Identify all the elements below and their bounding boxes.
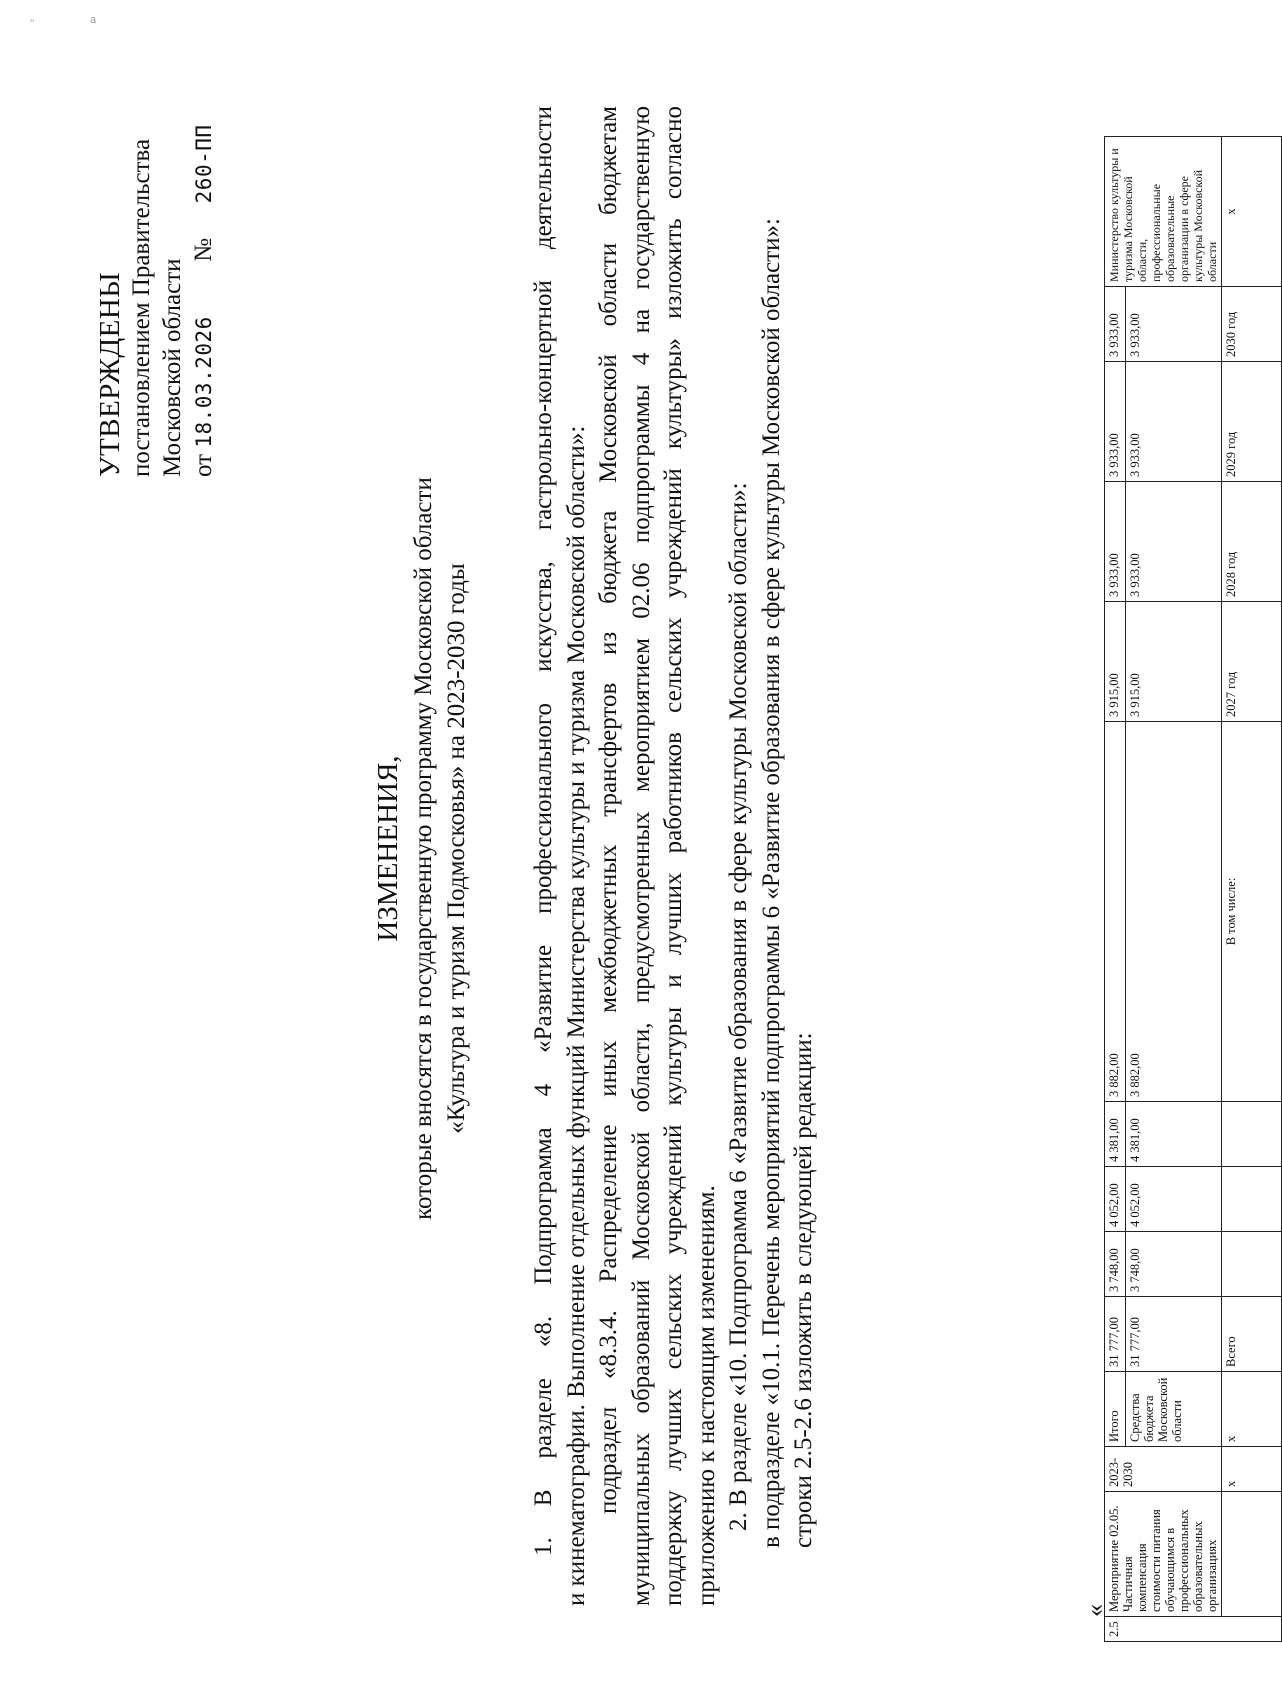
table-cell-empty <box>1222 1492 1282 1617</box>
paragraph-1-line-1: 1. В разделе «8. Подпрограмма 4 «Развитие профессионального искусства, гастрольно-концертной деятельности <box>530 106 557 1556</box>
body-text <box>528 106 821 1606</box>
paragraph-3: 2. В разделе «10. Подпрограмма 6 «Развитие образования в сфере культуры Московской области»: <box>725 482 752 1531</box>
x-cell: х <box>1222 137 1282 287</box>
x-cell: х <box>1222 1372 1282 1447</box>
table-cell: 3 933,00 <box>1105 287 1126 362</box>
row-number: 2.5 <box>1105 1617 1282 1642</box>
year-cell: 2029 год <box>1222 362 1282 482</box>
measure-name: Мероприятие 02.05. Частичная компенсация стоимости питания обучающимся в профессиональных образовательных организациях <box>1105 1492 1222 1617</box>
table-cell: 3 933,00 <box>1126 482 1222 602</box>
date-prefix: от <box>190 453 217 477</box>
table-cell: 3 882,00 <box>1126 722 1222 1102</box>
year-cell: 2030 год <box>1222 287 1282 362</box>
paragraph-5: строки 2.5-2.6 изложить в следующей редакции: <box>790 1032 817 1548</box>
paragraph-2-line-1: подраздел «8.3.4. Распределение иных межбюджетных трансфертов из бюджета Московской области бюджетам <box>595 106 622 1514</box>
vsego-label: Всего <box>1222 1297 1282 1372</box>
table-cell: 4 381,00 <box>1105 1102 1126 1167</box>
table-cell: 3 882,00 <box>1105 722 1126 1102</box>
approval-block <box>95 124 220 477</box>
table-row <box>1222 137 1282 1642</box>
table-cell: 3 748,00 <box>1126 1232 1222 1297</box>
source-label: Средства бюджета Московской области <box>1126 1372 1222 1447</box>
total-label: Итого <box>1105 1372 1126 1447</box>
table-cell: 4 052,00 <box>1105 1167 1126 1232</box>
approval-line-1: постановлением Правительства <box>128 138 155 477</box>
table-cell: 3 933,00 <box>1126 362 1222 482</box>
paragraph-2-line-4: приложению к настоящим изменениям. <box>692 1185 720 1606</box>
paragraph-4: в подразделе «10.1. Перечень мероприятий подпрограммы 6 «Развитие образования в сфере культуры Московской области»: <box>757 218 785 1548</box>
table-cell-empty <box>1222 1167 1282 1232</box>
table-cell: 3 933,00 <box>1105 362 1126 482</box>
table-cell: 4 052,00 <box>1126 1167 1222 1232</box>
table-cell: 3 933,00 <box>1105 482 1126 602</box>
responsible: Министерство культуры и туризма Московской области, профессиональные образовательные организации в сфере культуры Московской области <box>1105 137 1222 287</box>
table-row <box>1126 137 1222 1642</box>
scan-mark: а <box>90 14 97 26</box>
year-cell: 2028 год <box>1222 482 1282 602</box>
document-subtitle-1: которые вносятся в государственную программу Московской области <box>410 477 437 1220</box>
paragraph-1-line-2: и кинематографии. Выполнение отдельных функций Министерства культуры и туризма Московской области»: <box>562 425 590 1606</box>
v-tom-chisle-label: В том числе: <box>1222 722 1282 1102</box>
open-quote: « <box>1080 1604 1109 1617</box>
paragraph-2-line-3: поддержку лучших сельских учреждений культуры и лучших работников сельских учреждений культуры» изложить согласно <box>660 106 687 1606</box>
table-cell: 31 777,00 <box>1105 1297 1126 1372</box>
approval-date: 18.03.2026 <box>192 316 216 448</box>
document-title: ИЗМЕНЕНИЯ, <box>372 755 404 942</box>
measures-table <box>1104 136 1282 1642</box>
number-prefix: № <box>190 237 217 262</box>
table-cell-empty <box>1222 1232 1282 1297</box>
table-cell-empty <box>1222 1102 1282 1167</box>
approval-line-2: Московской области <box>159 258 186 477</box>
table-cell: 3 748,00 <box>1105 1232 1126 1297</box>
year-cell: 2027 год <box>1222 602 1282 722</box>
x-cell: х <box>1222 1447 1282 1492</box>
table-row <box>1105 137 1126 1642</box>
document-subtitle-2: «Культура и туризм Подмосковья» на 2023-2030 годы <box>443 563 470 1134</box>
table-cell: 31 777,00 <box>1126 1297 1222 1372</box>
paragraph-2-line-2: муниципальных образований Московской области, предусмотренных мероприятием 02.06 подпрограммы 4 на государственную <box>627 106 655 1606</box>
approval-heading: УТВЕРЖДЕНЫ <box>94 271 126 477</box>
table-cell: 3 915,00 <box>1126 602 1222 722</box>
approval-date-line <box>188 124 220 477</box>
table-cell: 3 933,00 <box>1126 287 1222 362</box>
scan-mark: '' <box>30 18 35 30</box>
period: 2023-2030 <box>1105 1447 1222 1492</box>
table-cell: 3 915,00 <box>1105 602 1126 722</box>
approval-number: 260-ПП <box>192 124 216 204</box>
table-cell: 4 381,00 <box>1126 1102 1222 1167</box>
